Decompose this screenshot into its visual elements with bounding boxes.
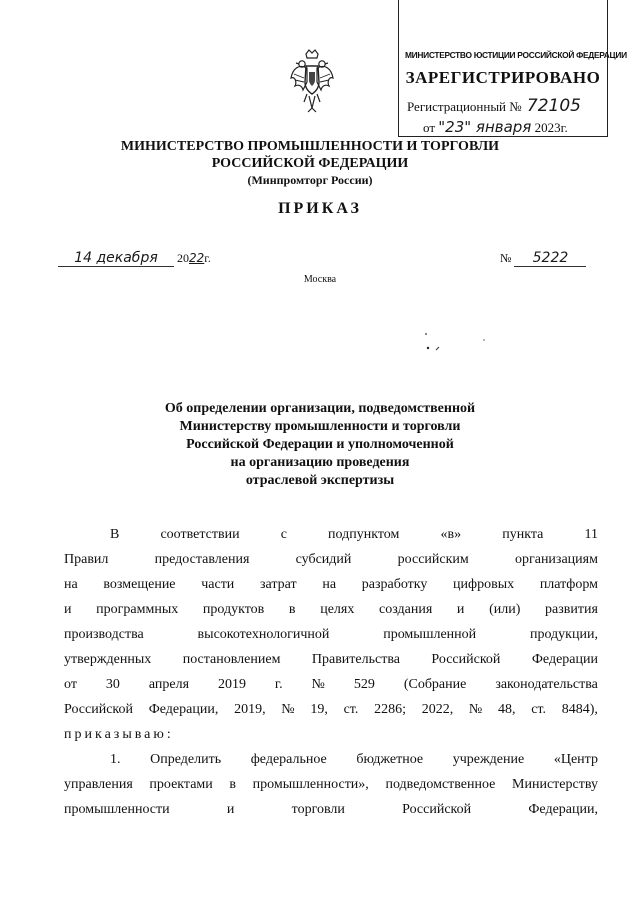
stamp-registered: ЗАРЕГИСТРИРОВАНО bbox=[405, 68, 601, 87]
body-word: разработку bbox=[361, 577, 428, 592]
body-word: 2286; bbox=[374, 702, 406, 717]
body-word: и bbox=[456, 602, 465, 617]
body-word: Правительства bbox=[311, 652, 400, 667]
body-line bbox=[64, 647, 598, 672]
body-word: продукции, bbox=[529, 627, 598, 642]
scan-specks bbox=[420, 330, 490, 360]
stamp-date-line bbox=[423, 118, 568, 136]
body-word: и bbox=[226, 802, 235, 817]
body-line bbox=[64, 697, 598, 722]
body-word: российским bbox=[397, 552, 469, 567]
body-word: 2019 bbox=[217, 677, 246, 692]
body-word: организациям bbox=[514, 552, 598, 567]
body-line bbox=[64, 622, 598, 647]
body-word: части bbox=[201, 577, 235, 592]
body-word: промышленности bbox=[64, 802, 170, 817]
body-word: Федерации, bbox=[528, 802, 598, 817]
body-word: (или) bbox=[489, 602, 521, 617]
body-word: продуктов bbox=[202, 602, 265, 617]
body-word: учреждение bbox=[452, 752, 525, 767]
document-body bbox=[64, 522, 598, 822]
body-word: апреля bbox=[148, 677, 190, 692]
body-word: 19, bbox=[310, 702, 328, 717]
document-type: ПРИКАЗ bbox=[278, 200, 362, 217]
body-word: № bbox=[311, 677, 325, 692]
body-word: постановлением bbox=[182, 652, 281, 667]
body-word: 529 bbox=[353, 677, 375, 692]
body-word: платформ bbox=[539, 577, 598, 592]
body-word: на bbox=[322, 577, 337, 592]
body-word: г. bbox=[274, 677, 283, 692]
stamp-reg-line bbox=[407, 96, 581, 116]
body-word: законодательства bbox=[495, 677, 598, 692]
order-date-year-prefix: 20 bbox=[177, 251, 189, 265]
body-word: подпунктом bbox=[328, 527, 400, 542]
body-word: утвержденных bbox=[64, 652, 152, 667]
order-date-year-suffix: г. bbox=[204, 251, 211, 265]
body-word: управления bbox=[64, 777, 133, 792]
body-line-prikazyvayu: приказываю: bbox=[64, 727, 174, 742]
body-word: на bbox=[64, 577, 78, 592]
coat-of-arms-emblem-icon bbox=[289, 48, 335, 114]
body-word: затрат bbox=[260, 577, 297, 592]
stamp-date-prefix: от bbox=[423, 120, 436, 135]
title-line-1: Об определении организации, подведомственной bbox=[164, 401, 476, 416]
body-word: целях bbox=[320, 602, 355, 617]
body-word: ст. bbox=[531, 702, 546, 717]
body-word: 2022, bbox=[421, 702, 454, 717]
body-word: в bbox=[288, 602, 296, 617]
body-word: предоставления bbox=[154, 552, 250, 567]
body-word: промышленности», bbox=[252, 777, 369, 792]
body-word: развития bbox=[545, 602, 598, 617]
body-word: пункта bbox=[502, 527, 544, 542]
stamp-date-year: 2023г. bbox=[534, 120, 568, 135]
body-word: 30 bbox=[105, 677, 120, 692]
body-line bbox=[64, 797, 598, 822]
body-word: Российской bbox=[402, 802, 472, 817]
body-line bbox=[64, 747, 598, 772]
body-word: субсидий bbox=[295, 552, 352, 567]
body-line bbox=[64, 547, 598, 572]
stamp-date-handwritten: "23" января bbox=[438, 118, 532, 136]
body-line bbox=[64, 672, 598, 697]
body-line bbox=[64, 597, 598, 622]
body-word: 2019, bbox=[234, 702, 266, 717]
body-word: от bbox=[64, 677, 77, 692]
body-word: Определить bbox=[150, 752, 222, 767]
title-line-5: отраслевой экспертизы bbox=[245, 473, 395, 488]
body-word: № bbox=[281, 702, 295, 717]
header-line-1: МИНИСТЕРСТВО ПРОМЫШЛЕННОСТИ И ТОРГОВЛИ bbox=[120, 139, 500, 154]
title-line-3: Российской Федерации и уполномоченной bbox=[186, 437, 454, 452]
body-word: Федерации bbox=[531, 652, 598, 667]
body-word: 1. bbox=[110, 752, 121, 767]
body-word: программных bbox=[96, 602, 179, 617]
body-word: проектами bbox=[149, 777, 213, 792]
body-word: торговли bbox=[291, 802, 345, 817]
body-word: (Собрание bbox=[403, 677, 467, 692]
body-word: Российской bbox=[431, 652, 501, 667]
registration-stamp bbox=[398, 0, 627, 137]
header-line-3: (Минпромторг России) bbox=[247, 173, 373, 187]
body-word: «Центр bbox=[553, 752, 598, 767]
body-word: возмещение bbox=[103, 577, 176, 592]
body-word: и bbox=[64, 602, 72, 617]
body-word: высокотехнологичной bbox=[197, 627, 330, 642]
body-word: Министерству bbox=[512, 777, 598, 792]
body-line bbox=[64, 772, 598, 797]
body-word: бюджетное bbox=[356, 752, 424, 767]
body-line bbox=[64, 522, 598, 547]
body-word: в bbox=[229, 777, 237, 792]
body-word: «в» bbox=[440, 527, 462, 542]
body-word: соответствии bbox=[160, 527, 240, 542]
stamp-reg-label: Регистрационный № bbox=[407, 99, 522, 114]
body-word: ст. bbox=[343, 702, 359, 717]
body-word: 8484), bbox=[561, 702, 598, 717]
body-word: Российской bbox=[64, 702, 133, 717]
order-number-label: № bbox=[500, 251, 512, 265]
ministry-header bbox=[60, 138, 560, 189]
body-word: В bbox=[110, 527, 120, 542]
body-word: с bbox=[280, 527, 287, 542]
body-word: создания bbox=[379, 602, 433, 617]
body-word: подведомственное bbox=[385, 777, 496, 792]
title-line-2: Министерству промышленности и торговли bbox=[179, 419, 461, 434]
body-word: цифровых bbox=[453, 577, 515, 592]
body-line bbox=[64, 572, 598, 597]
document-title bbox=[120, 400, 520, 490]
order-number-value: 5222 bbox=[514, 250, 586, 267]
stamp-reg-number: 72105 bbox=[526, 96, 582, 116]
body-word: 48, bbox=[497, 702, 516, 717]
order-date bbox=[58, 250, 211, 267]
body-word: Федерации, bbox=[148, 702, 219, 717]
order-number bbox=[500, 250, 586, 267]
body-word: федеральное bbox=[250, 752, 327, 767]
stamp-ministry: МИНИСТЕРСТВО ЮСТИЦИИ РОССИЙСКОЙ ФЕДЕРАЦИИ bbox=[405, 50, 627, 60]
body-word: № bbox=[468, 702, 483, 717]
body-word: производства bbox=[64, 627, 144, 642]
body-word: промышленной bbox=[383, 627, 477, 642]
order-date-year-hand: 22 bbox=[189, 251, 205, 265]
title-line-4: на организацию проведения bbox=[230, 455, 410, 470]
order-date-handwritten: 14 декабря bbox=[58, 250, 174, 267]
header-line-2: РОССИЙСКОЙ ФЕДЕРАЦИИ bbox=[211, 156, 409, 171]
body-word: 11 bbox=[584, 527, 598, 542]
city: Москва bbox=[303, 274, 337, 285]
body-word: Правил bbox=[64, 552, 109, 567]
